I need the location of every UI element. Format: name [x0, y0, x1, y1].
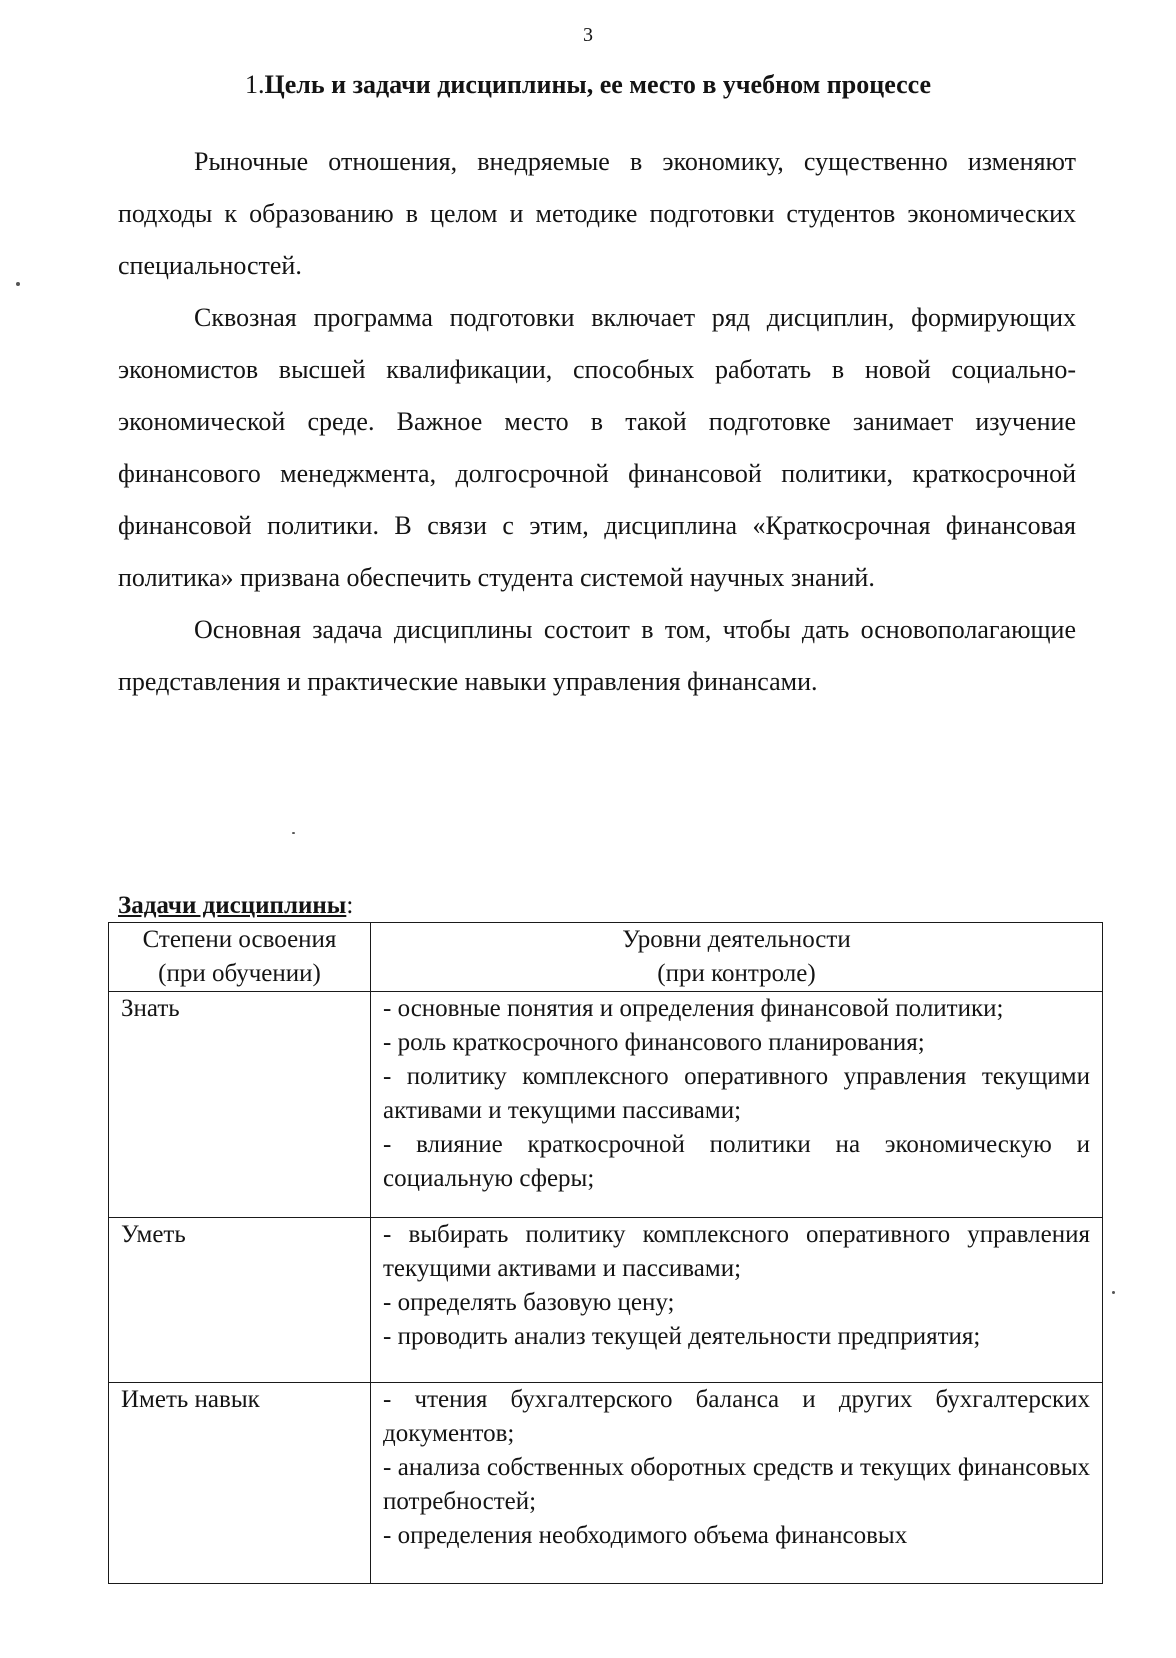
section-title — [0, 70, 1176, 100]
header-mastery-level: Степени освоения (при обучении) — [109, 923, 371, 992]
level-cell: Знать — [109, 992, 371, 1218]
tasks-table — [108, 922, 1103, 1584]
table-row — [109, 992, 1103, 1218]
list-item: - выбирать политику комплексного оперативного управления текущими активами и пассивами; — [383, 1221, 1090, 1282]
table-row — [109, 1383, 1103, 1584]
list-item: - анализа собственных оборотных средств и текущих финансовых потребностей; — [383, 1454, 1090, 1515]
list-item: - основные понятия и определения финансовой политики; — [383, 995, 1004, 1022]
list-item: - политику комплексного оперативного управления текущими активами и текущими пассивами; — [383, 1063, 1090, 1124]
list-item: - влияние краткосрочной политики на экономическую и социальную сферы; — [383, 1131, 1090, 1192]
tasks-label-text: Задачи дисциплины — [118, 892, 347, 919]
list-item: - проводить анализ текущей деятельности предприятия; — [383, 1323, 981, 1350]
scan-speck — [292, 832, 295, 834]
section-title-text: Цель и задачи дисциплины, ее место в учебном процессе — [264, 70, 932, 99]
table-row — [109, 1218, 1103, 1383]
paragraph: Основная задача дисциплины состоит в том, чтобы дать основополагающие представления и практические навыки управления финансами. — [118, 615, 1076, 696]
scan-speck — [1112, 1291, 1115, 1294]
level-cell: Уметь — [109, 1218, 371, 1383]
tasks-label — [118, 891, 353, 921]
list-item: - определения необходимого объема финансовых — [383, 1522, 908, 1549]
body-text — [118, 136, 1076, 708]
section-number: 1. — [244, 70, 265, 99]
table-header-row — [109, 923, 1103, 992]
list-item: - роль краткосрочного финансового планирования; — [383, 1029, 925, 1056]
paragraph: Рыночные отношения, внедряемые в экономику, существенно изменяют подходы к образованию в целом и методике подготовки студентов экономических специальностей. — [118, 147, 1076, 280]
scan-speck — [16, 282, 20, 286]
tasks-label-colon: : — [346, 892, 354, 919]
page-number: 3 — [583, 24, 593, 46]
header-activity-level: Уровни деятельности (при контроле) — [371, 923, 1103, 992]
activity-cell — [371, 1383, 1103, 1584]
list-item: - чтения бухгалтерского баланса и других бухгалтерских документов; — [383, 1386, 1090, 1447]
activity-cell — [371, 992, 1103, 1218]
activity-cell — [371, 1218, 1103, 1383]
level-cell: Иметь навык — [109, 1383, 371, 1584]
paragraph: Сквозная программа подготовки включает ряд дисциплин, формирующих экономистов высшей квалификации, способных работать в новой социально-экономической среде. Важное место в такой подготовке занимает изучение финансового менеджмента, долгосрочной финансовой политики, краткосрочной финансовой политики. В связи с этим, дисциплина «Краткосрочная финансовая политика» призвана обеспечить студента системой научных знаний. — [118, 303, 1076, 592]
list-item: - определять базовую цену; — [383, 1289, 675, 1316]
